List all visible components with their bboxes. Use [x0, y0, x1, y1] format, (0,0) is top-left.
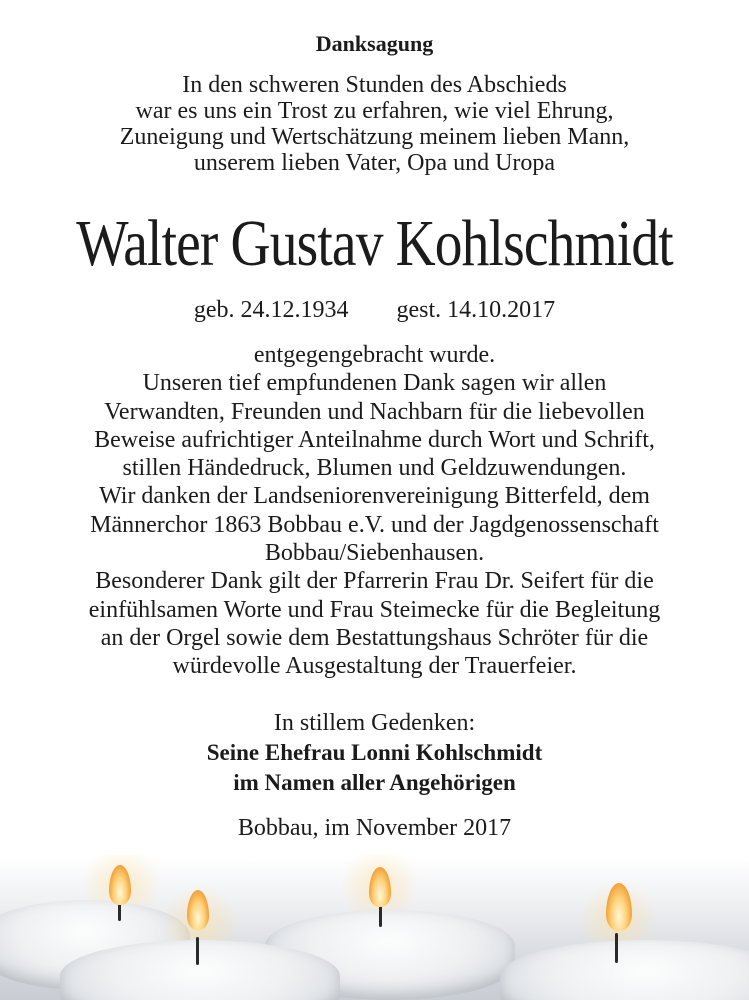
- birth-date: geb. 24.12.1934: [193, 297, 349, 323]
- body-line: würdevolle Ausgestaltung der Trauerfeier.: [172, 653, 577, 680]
- body-line: Verwandten, Freunden und Nachbarn für die liebevollen: [104, 398, 645, 425]
- death-date: gest. 14.10.2017: [396, 297, 556, 323]
- body-line: entgegengebracht wurde.: [253, 342, 496, 368]
- body-text: [0, 341, 749, 681]
- signatory-line: im Namen aller Angehörigen: [233, 770, 516, 795]
- closing-block: [0, 708, 749, 798]
- intro-line: unserem lieben Vater, Opa und Uropa: [193, 150, 556, 176]
- body-line: einfühlsamen Worte und Frau Steimecke für die Begleitung: [88, 596, 661, 623]
- body-line: Beweise aufrichtiger Anteilnahme durch Wort und Schrift,: [94, 426, 655, 453]
- intro-line: In den schweren Stunden des Abschieds: [182, 72, 567, 98]
- body-line: Wir danken der Landseniorenvereinigung Bitterfeld, dem: [99, 483, 650, 510]
- life-dates: [0, 296, 749, 324]
- body-line: Unseren tief empfundenen Dank sagen wir allen: [142, 370, 607, 397]
- body-line: Besonderer Dank gilt der Pfarrerin Frau Dr. Seifert für die: [95, 568, 654, 595]
- body-line: Bobbau/Siebenhausen.: [264, 540, 485, 567]
- closing-phrase: In stillem Gedenken:: [273, 710, 476, 736]
- body-line: stillen Händedruck, Blumen und Geldzuwendungen.: [122, 455, 627, 482]
- body-line: an der Orgel sowie dem Bestattungshaus Schröter für die: [100, 624, 649, 651]
- candle: [500, 940, 749, 1000]
- candles-image: [0, 855, 749, 1000]
- intro-line: war es uns ein Trost zu erfahren, wie viel Ehrung,: [135, 98, 614, 124]
- signatory-line: Seine Ehefrau Lonni Kohlschmidt: [206, 740, 543, 765]
- notice-title: Danksagung: [315, 31, 434, 56]
- body-line: Männerchor 1863 Bobbau e.V. und der Jagdgenossenschaft: [90, 511, 659, 538]
- intro-line: Zuneigung und Wertschätzung meinem lieben Mann,: [119, 124, 630, 150]
- deceased-name: Walter Gustav Kohlschmidt: [76, 207, 673, 280]
- intro-text: [0, 72, 749, 176]
- place-date: Bobbau, im November 2017: [237, 815, 512, 841]
